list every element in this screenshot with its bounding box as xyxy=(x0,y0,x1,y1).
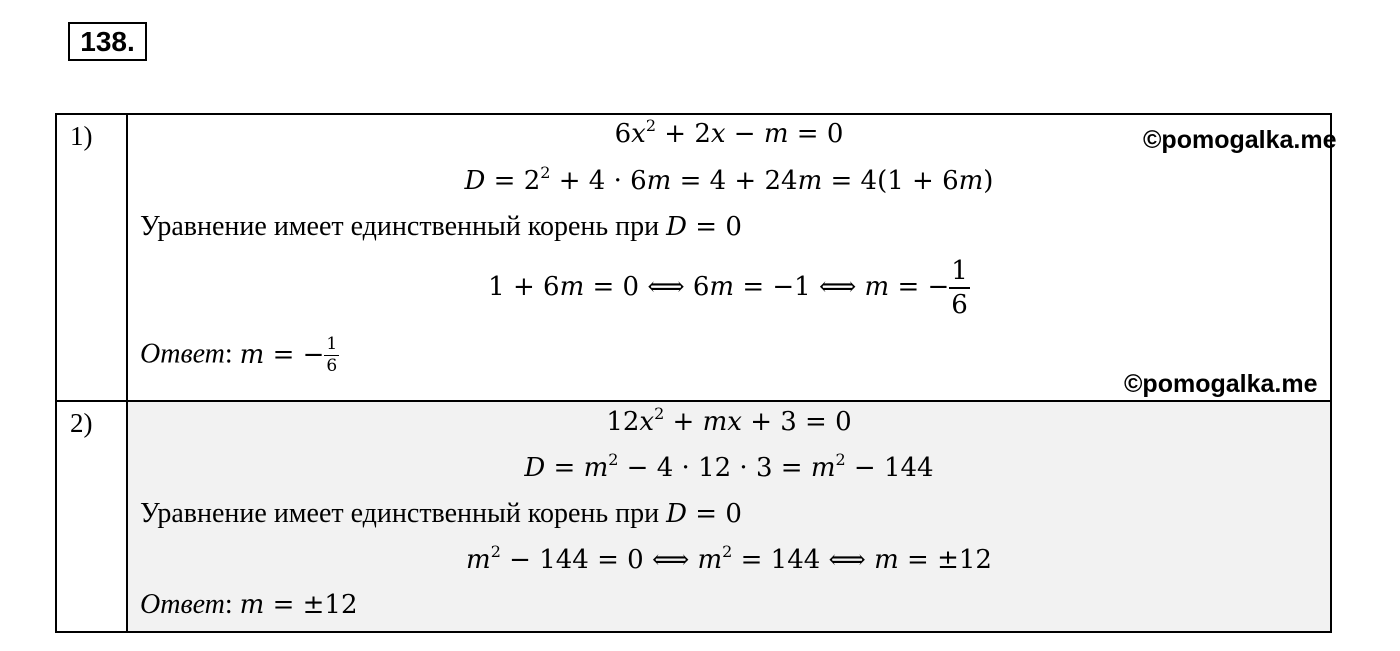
part-1-equation: $6x^2 + 2x - m = 0$ xyxy=(614,116,844,149)
part-1-number-cell xyxy=(57,115,128,400)
part-2-number: 2) xyxy=(70,408,93,438)
part-1-row xyxy=(57,115,1330,400)
part-2-content xyxy=(128,402,1330,631)
part-2-row xyxy=(57,400,1330,631)
part-1-number: 1) xyxy=(70,121,93,151)
part-1-answer: Ответ: m = − $\frac{1}{6}$ xyxy=(140,334,338,376)
part-2-answer: Ответ: m = ±12 xyxy=(140,589,358,620)
part-1-answer-fraction: $\frac{1}{6}$ xyxy=(326,334,338,376)
part-2-number-cell xyxy=(57,402,128,631)
part-1-discriminant: $D = 2^2 + 4 \cdot 6m = 4 + 24m = 4(1 + 6m)$ xyxy=(464,163,994,196)
part-1-solution-fraction: $\frac{1}{6}$ xyxy=(951,256,968,320)
part-1-content xyxy=(128,115,1330,400)
part-2-condition: Уравнение имеет единственный корень при D = 0 xyxy=(140,498,742,529)
part-2-equation: $12x^2$ + mx + 3 = 0 xyxy=(606,404,852,437)
watermark: ©pomogalka.me xyxy=(1124,370,1318,398)
watermark: ©pomogalka.me xyxy=(1143,126,1337,154)
part-2-discriminant: $D = m^2 - 4 \cdot 12 \cdot 3 = m^2 - 144$ xyxy=(524,450,934,483)
part-1-solution: 1 + 6m = 0 ⟺ 6m = −1 ⟺ m = − $\frac{1}{6}$ xyxy=(488,256,968,320)
problem-number: 138. xyxy=(68,22,147,61)
part-1-condition: Уравнение имеет единственный корень при D = 0 xyxy=(140,211,742,242)
part-2-solution: $m^2 - 144 = 0$ ⟺ $m^2 = 144$ ⟺ m = ±12 xyxy=(466,542,992,575)
